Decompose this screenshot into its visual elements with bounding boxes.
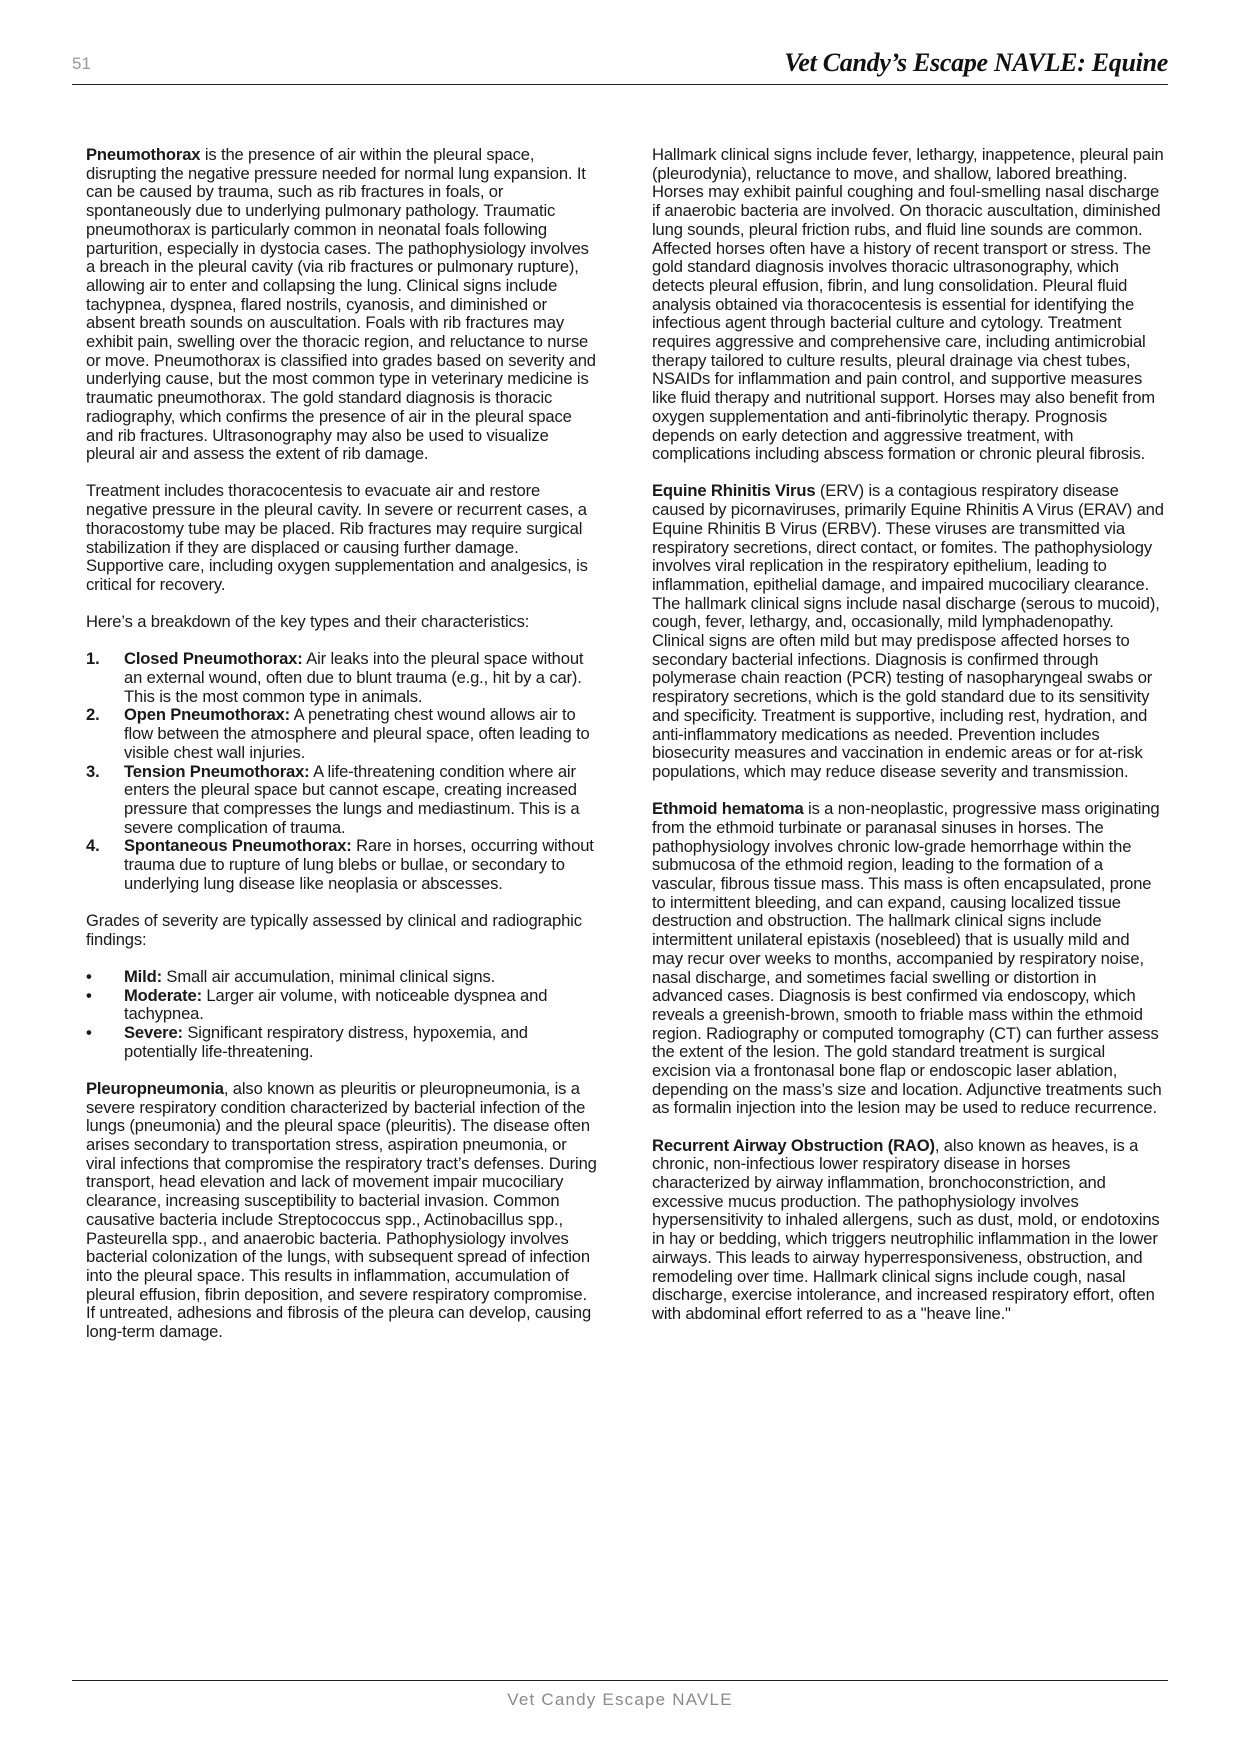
type-term: Spontaneous Pneumothorax: <box>124 836 352 856</box>
pneumothorax-term: Pneumothorax <box>86 145 201 164</box>
type-text: A life-threatening condition where air enters the pleural space but cannot escape, creating increased pressure that compresses the lungs and mediastinum. This is a severe complication of trauma. <box>124 761 580 837</box>
bullet-icon: • <box>86 1023 92 1043</box>
pleuropneumonia-term: Pleuropneumonia <box>86 1078 224 1098</box>
pneumothorax-body: is the presence of air within the pleural space, disrupting the negative pressure needed for normal lung expansion. It can be caused by trauma, such as rib fractures in foals, or spontaneously due to underlying pulmonary pathology. Traumatic pneumothorax is particularly common in neonatal foals following parturition, especially in dystocia cases. The pathophysiology involves a breach in the pleural cavity (via rib fractures or pulmonary rupture), allowing air to enter and collapsing the lung. Clinical signs include tachypnea, dyspnea, flared nostrils, cyanosis, and diminished or absent breath sounds on auscultation. Foals with rib fractures may exhibit pain, swelling over the thoracic region, and reluctance to nurse or move. Pneumothorax is classified into grades based on severity and underlying cause, but the most common type in veterinary medicine is traumatic pneumothorax. The gold standard diagnosis is thoracic radiography, which confirms the presence of air in the pleural space and rib fractures. Ultrasonography may also be used to visualize pleural air and assess the extent of rib damage. <box>86 145 596 464</box>
severity-grades-list <box>86 968 600 1062</box>
rao-body: , also known as heaves, is a chronic, non-infectious lower respiratory disease in horses characterized by airway inflammation, bronchoconstriction, and excessive mucus production. The pathophysiology involves hypersensitivity to inhaled allergens, such as dust, mold, or endotoxins in hay or bedding, which triggers neutrophilic inflammation in the lower airways. This leads to airway hyperresponsiveness, obstruction, and remodeling over time. Hallmark clinical signs include cough, nasal discharge, exercise intolerance, and increased respiratory effort, often with abdominal effort referred to as a "heave line." <box>652 1135 1160 1323</box>
type-text: A penetrating chest wound allows air to flow between the atmosphere and pleural space, often leading to visible chest wall injuries. <box>124 705 590 762</box>
page-number: 51 <box>72 54 91 73</box>
pneumothorax-treatment-paragraph: Treatment includes thoracocentesis to evacuate air and restore negative pressure in the pleural cavity. In severe or recurrent cases, a thoracostomy tube may be placed. Rib fractures may require surgical stabilization if they are displaced or causing further damage. Supportive care, including oxygen supplementation and analgesics, is critical for recovery. <box>86 481 588 594</box>
equine-rhinitis-virus-paragraph <box>652 482 1164 781</box>
pneumothorax-types-list <box>86 650 600 893</box>
type-term: Closed Pneumothorax: <box>124 649 303 669</box>
list-number: 3. <box>86 761 100 781</box>
type-term: Open Pneumothorax: <box>124 705 291 725</box>
list-item <box>86 706 600 762</box>
type-text: Air leaks into the pleural space without an external wound, often due to blunt trauma (e.g., hit by a car). This is the most common type in animals. <box>124 649 584 706</box>
ethmoid-term: Ethmoid hematoma <box>652 799 804 819</box>
type-text: Rare in horses, occurring without trauma due to rupture of lung blebs or bullae, or secondary to underlying lung disease like neoplasia or abscesses. <box>124 836 594 893</box>
pleuropneumonia-continued-paragraph: Hallmark clinical signs include fever, lethargy, inappetence, pleural pain (pleurodynia), reluctance to move, and shallow, labored breathing. Horses may exhibit painful coughing and foul-smelling nasal discharge if anaerobic bacteria are involved. On thoracic auscultation, diminished lung sounds, pleural friction rubs, and fluid line sounds are common. Affected horses often have a history of recent transport or stress. The gold standard diagnosis involves thoracic ultrasonography, which detects pleural effusion, fibrin, and lung consolidation. Pleural fluid analysis obtained via thoracocentesis is essential for identifying the infectious agent through bacterial culture and cytology. Treatment requires aggressive and comprehensive care, including antimicrobial therapy tailored to culture results, pleural drainage via chest tubes, NSAIDs for inflammation and pain control, and supportive measures like fluid therapy and nutritional support. Horses may also benefit from oxygen supplementation and anti-fibrinolytic therapy. Prognosis depends on early detection and aggressive treatment, with complications including abscess formation or chronic pleural fibrosis. <box>652 145 1164 464</box>
grades-intro: Grades of severity are typically assessed by clinical and radiographic findings: <box>86 911 582 949</box>
rao-paragraph <box>652 1137 1164 1324</box>
pneumothorax-paragraph <box>86 146 600 464</box>
grade-text: Significant respiratory distress, hypoxemia, and potentially life-threatening. <box>124 1023 528 1061</box>
list-item <box>86 987 600 1024</box>
right-column <box>652 146 1164 1342</box>
rao-term: Recurrent Airway Obstruction (RAO) <box>652 1135 935 1155</box>
grade-term: Mild: <box>124 966 162 986</box>
list-item <box>86 837 600 893</box>
pleuropneumonia-body: , also known as pleuritis or pleuropneumonia, is a severe respiratory condition characterized by bacterial infection of the lungs (pneumonia) and the pleural space (pleuritis). The disease often arises secondary to transportation stress, aspiration pneumonia, or viral infections that compromise the respiratory tract’s defenses. During transport, head elevation and lack of movement impair mucociliary clearance, increasing susceptibility to bacterial invasion. Common causative bacteria include Streptococcus spp., Actinobacillus spp., Pasteurella spp., and anaerobic bacteria. Pathophysiology involves bacterial colonization of the lungs, with subsequent spread of infection into the pleural space. This results in inflammation, accumulation of pleural effusion, fibrin deposition, and severe respiratory compromise. If untreated, adhesions and fibrosis of the pleura can develop, causing long-term damage. <box>86 1078 597 1342</box>
list-number: 1. <box>86 649 100 669</box>
bullet-icon: • <box>86 985 92 1005</box>
pleuropneumonia-paragraph <box>86 1080 600 1342</box>
types-intro: Here’s a breakdown of the key types and their characteristics: <box>86 612 530 632</box>
ethmoid-body: is a non-neoplastic, progressive mass originating from the ethmoid turbinate or paranasal sinuses in horses. The pathophysiology involves chronic low-grade hemorrhage within the submucosa of the ethmoid region, leading to the formation of a vascular, fibrous tissue mass. This mass is often encapsulated, prone to intermittent bleeding, and can expand, causing localized tissue destruction and obstruction. The hallmark clinical signs include intermittent unilateral epistaxis (nosebleed) that is usually mild and may recur over weeks to months, accompanied by respiratory noise, nasal discharge, and sometimes facial swelling or distortion in advanced cases. Diagnosis is best confirmed via endoscopy, which reveals a greenish-brown, smooth to friable mass within the ethmoid region. Radiography or computed tomography (CT) can further assess the extent of the lesion. The gold standard treatment is surgical excision via a frontonasal bone flap or endoscopic laser ablation, depending on the mass’s size and location. Adjunctive treatments such as formalin injection into the lesion may be used to reduce recurrence. <box>652 799 1162 1118</box>
grade-text: Larger air volume, with noticeable dyspnea and tachypnea. <box>124 985 548 1024</box>
footer-text: Vet Candy Escape NAVLE <box>507 1690 733 1709</box>
type-term: Tension Pneumothorax: <box>124 761 310 781</box>
list-item <box>86 968 600 987</box>
grade-text: Small air accumulation, minimal clinical signs. <box>161 966 496 986</box>
running-header-title: Vet Candy’s Escape NAVLE: Equine <box>784 48 1168 77</box>
header-rule <box>72 84 1168 85</box>
list-item <box>86 1024 600 1061</box>
list-number: 2. <box>86 705 100 725</box>
erv-term: Equine Rhinitis Virus <box>652 481 816 501</box>
footer-rule <box>72 1680 1168 1681</box>
grade-term: Severe: <box>124 1023 183 1043</box>
bullet-icon: • <box>86 966 92 986</box>
grade-term: Moderate: <box>124 985 202 1005</box>
erv-body: (ERV) is a contagious respiratory disease caused by picornaviruses, primarily Equine Rhinitis A Virus (ERAV) and Equine Rhinitis B Virus (ERBV). These viruses are transmitted via respiratory secretions, direct contact, or fomites. The pathophysiology involves viral replication in the respiratory epithelium, leading to inflammation, epithelial damage, and impaired mucociliary clearance. The hallmark clinical signs include nasal discharge (serous to mucoid), cough, fever, lethargy, and, occasionally, mild lymphadenopathy. Clinical signs are often mild but may predispose affected horses to secondary bacterial infections. Diagnosis is confirmed through polymerase chain reaction (PCR) testing of nasopharyngeal swabs or respiratory secretions, which is the gold standard due to its sensitivity and specificity. Treatment is supportive, including rest, hydration, and anti-inflammatory medications as needed. Prevention includes biosecurity measures and vaccination in endemic areas or for at-risk populations, which may reduce disease severity and transmission. <box>652 481 1164 781</box>
left-column <box>86 146 600 1360</box>
ethmoid-hematoma-paragraph <box>652 800 1164 1118</box>
list-item <box>86 650 600 706</box>
list-item <box>86 763 600 838</box>
list-number: 4. <box>86 836 100 856</box>
